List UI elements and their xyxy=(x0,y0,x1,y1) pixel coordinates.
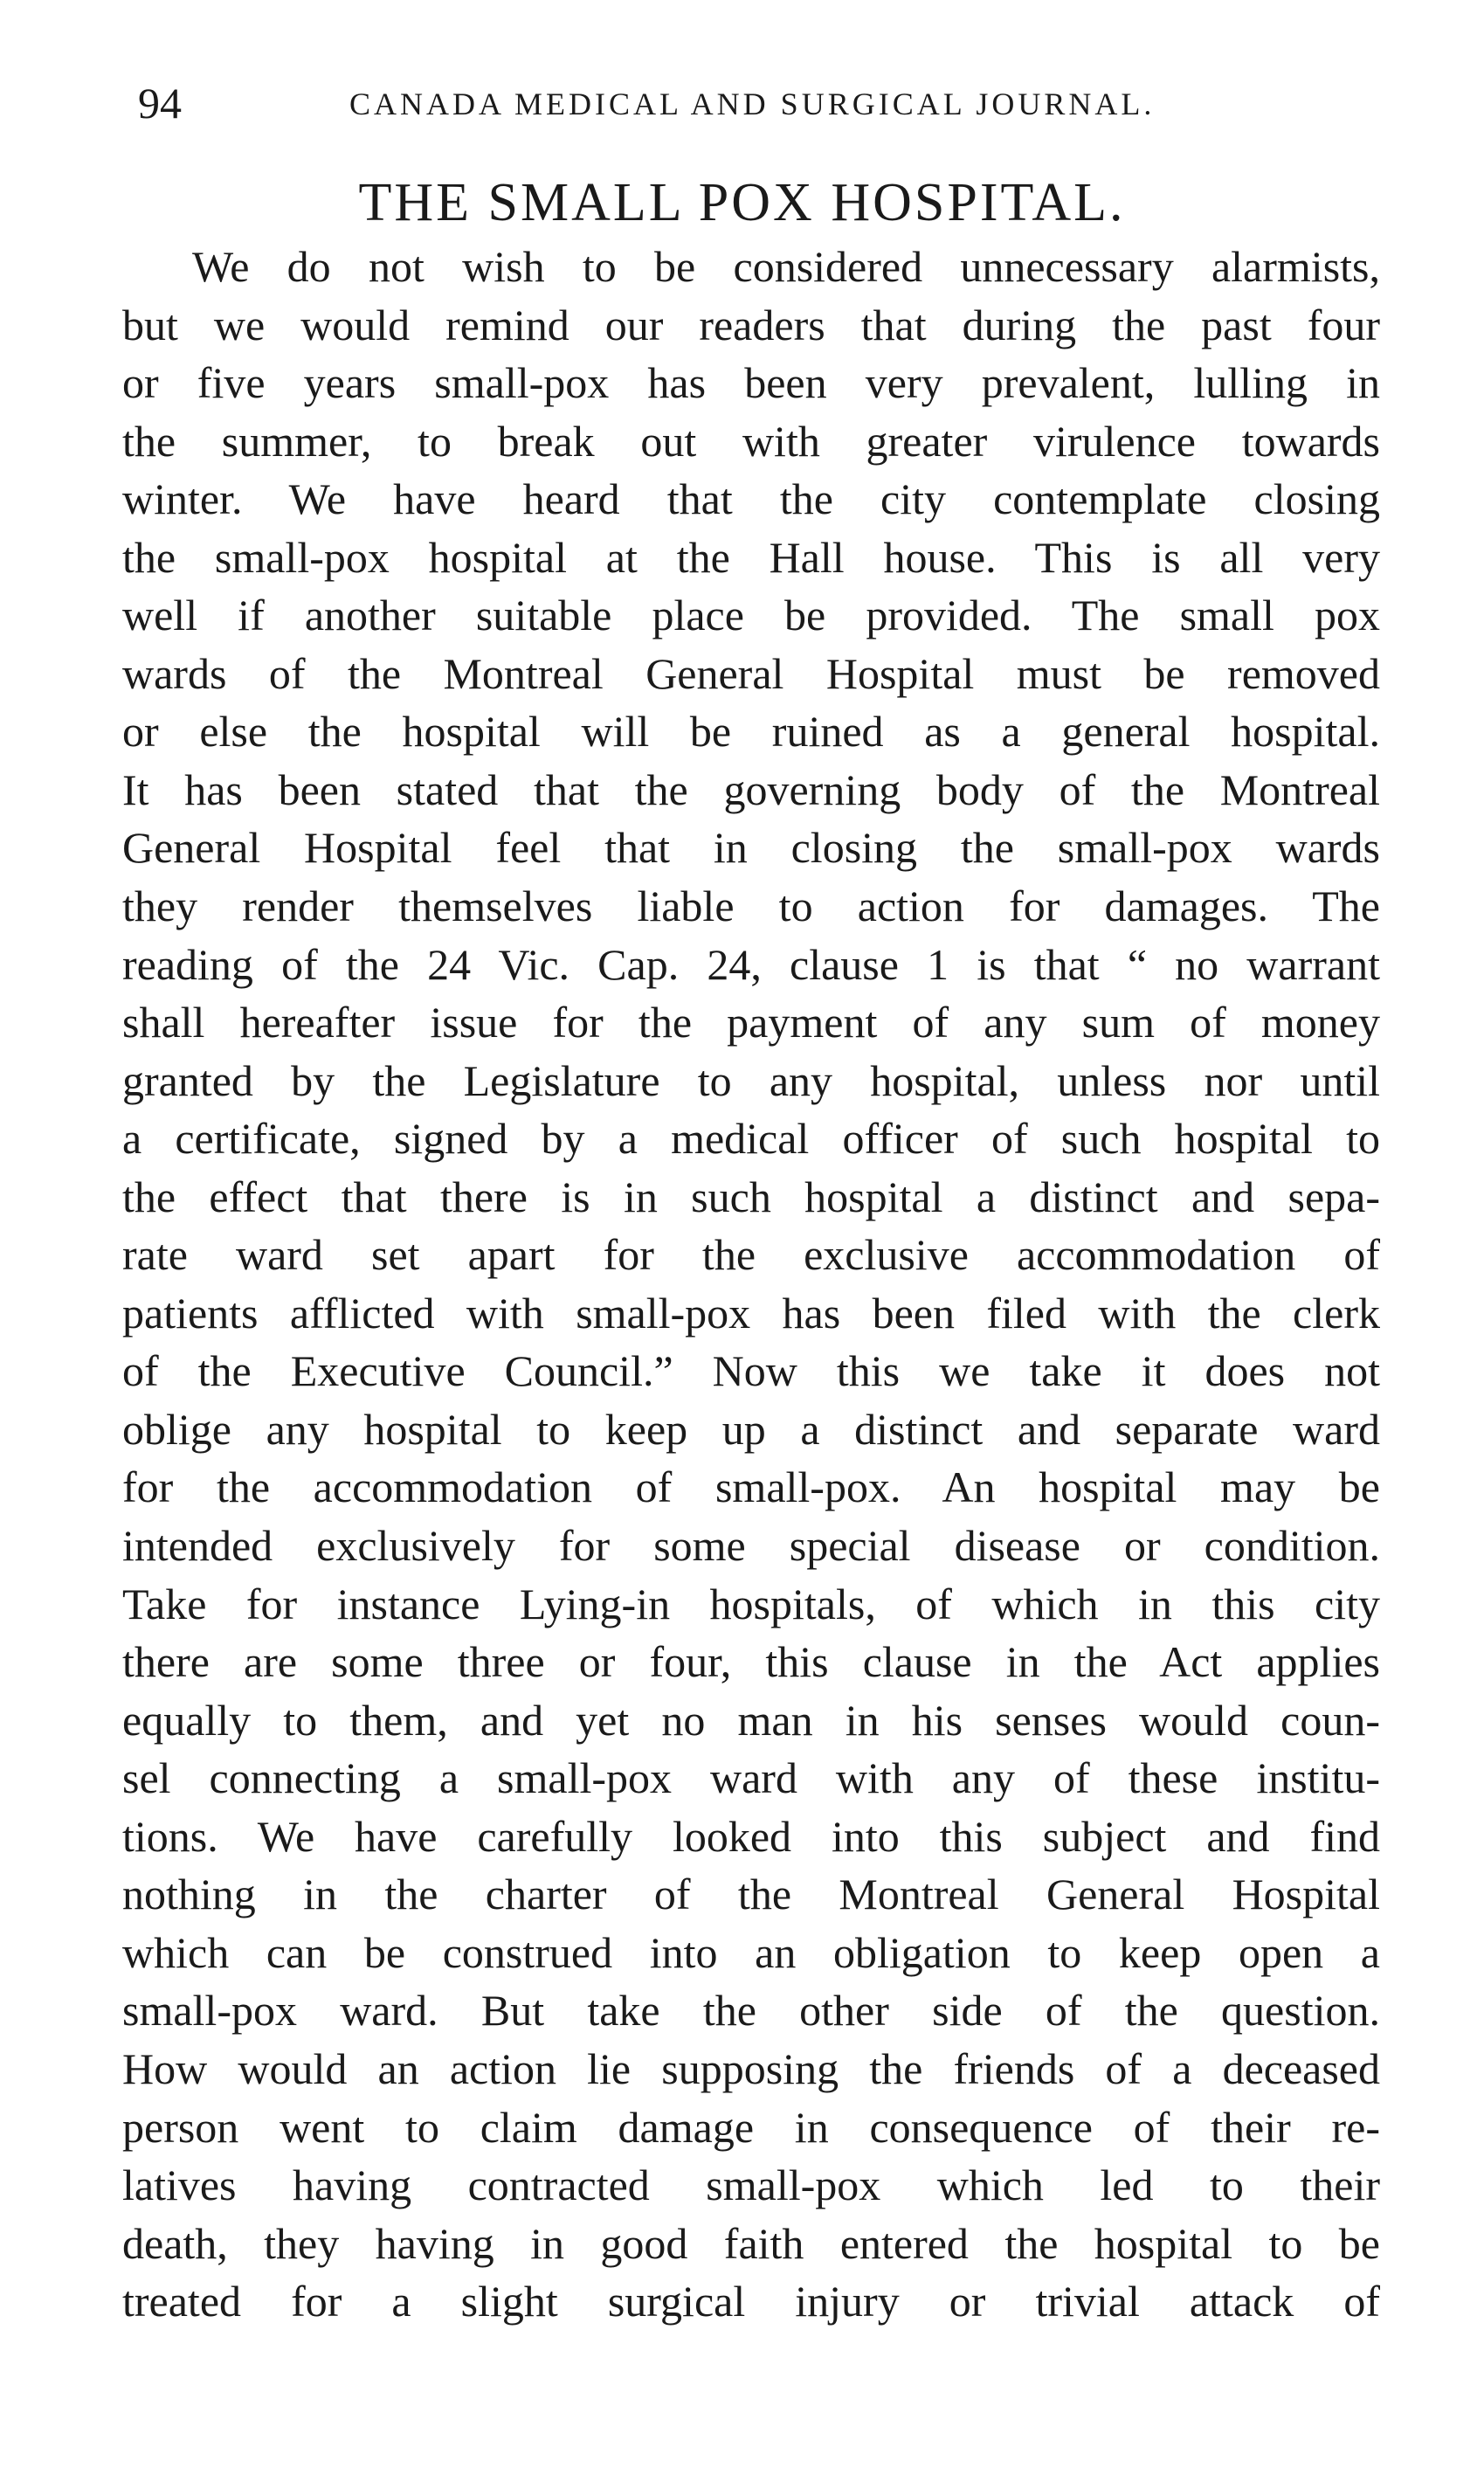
text-line: General Hospital feel that in closing the small-pox wards xyxy=(122,823,1380,873)
text-line: but we would remind our readers that during the past four xyxy=(122,300,1380,349)
text-line: well if another suitable place be provided. The small pox xyxy=(122,591,1380,640)
page-number: 94 xyxy=(138,79,182,128)
text-line: rate ward set apart for the exclusive accommodation of xyxy=(122,1230,1380,1280)
text-line: equally to them, and yet no man in his senses would coun- xyxy=(122,1695,1380,1745)
text-line: intended exclusively for some special disease or condition. xyxy=(122,1521,1380,1571)
text-line: a certificate, signed by a medical officer of such hospital to xyxy=(122,1114,1380,1164)
text-line: for the accommodation of small-pox. An hospital may be xyxy=(122,1462,1380,1512)
text-line: or else the hospital will be ruined as a general hospital. xyxy=(122,707,1380,757)
article-title: THE SMALL POX HOSPITAL. xyxy=(358,173,1126,232)
text-line: sel connecting a small-pox ward with any of these institu- xyxy=(122,1753,1380,1803)
text-line: treated for a slight surgical injury or trivial attack of xyxy=(122,2277,1380,2326)
journal-title: CANADA MEDICAL AND SURGICAL JOURNAL. xyxy=(349,86,1156,121)
running-head xyxy=(131,77,1371,129)
text-line: oblige any hospital to keep up a distinct and separate ward xyxy=(122,1404,1380,1454)
text-line: shall hereafter issue for the payment of any sum of money xyxy=(122,998,1380,1047)
text-line: tions. We have carefully looked into this subject and find xyxy=(122,1811,1380,1861)
text-line: reading of the 24 Vic. Cap. 24, clause 1 is that “ no warrant xyxy=(122,939,1380,989)
text-line: person went to claim damage in consequence of their re- xyxy=(122,2102,1380,2152)
text-line: or five years small-pox has been very prevalent, lulling in xyxy=(122,358,1380,408)
text-line: which can be construed into an obligation to keep open a xyxy=(122,1927,1380,1977)
text-line: wards of the Montreal General Hospital must be removed xyxy=(122,648,1380,698)
text-line: the summer, to break out with greater virulence towards xyxy=(122,416,1380,466)
text-line: It has been stated that the governing body of the Montreal xyxy=(122,764,1380,814)
text-line: of the Executive Council.” Now this we take it does not xyxy=(122,1346,1380,1396)
text-line: death, they having in good faith entered the hospital to be xyxy=(122,2218,1380,2268)
text-line: they render themselves liable to action for damages. The xyxy=(122,881,1380,931)
text-line: small-pox ward. But take the other side of the question. xyxy=(122,1986,1380,2036)
text-line: the small-pox hospital at the Hall house. This is all very xyxy=(122,532,1380,582)
text-line: latives having contracted small-pox which led to their xyxy=(122,2160,1380,2210)
text-line: patients afflicted with small-pox has been filed with the clerk xyxy=(122,1288,1380,1338)
text-line: the effect that there is in such hospital a distinct and sepa- xyxy=(122,1172,1380,1221)
text-line: How would an action lie supposing the friends of a deceased xyxy=(122,2043,1380,2093)
text-line: nothing in the charter of the Montreal General Hospital xyxy=(122,1870,1380,1919)
article-body xyxy=(122,238,1380,2331)
text-line: granted by the Legislature to any hospital, unless nor until xyxy=(122,1055,1380,1105)
text-line: there are some three or four, this clause in the Act applies xyxy=(122,1637,1380,1687)
text-line: Take for instance Lying-in hospitals, of which in this city xyxy=(122,1579,1380,1628)
text-line: winter. We have heard that the city contemplate closing xyxy=(122,474,1380,524)
text-line: We do not wish to be considered unnecessary alarmists, xyxy=(192,242,1380,291)
